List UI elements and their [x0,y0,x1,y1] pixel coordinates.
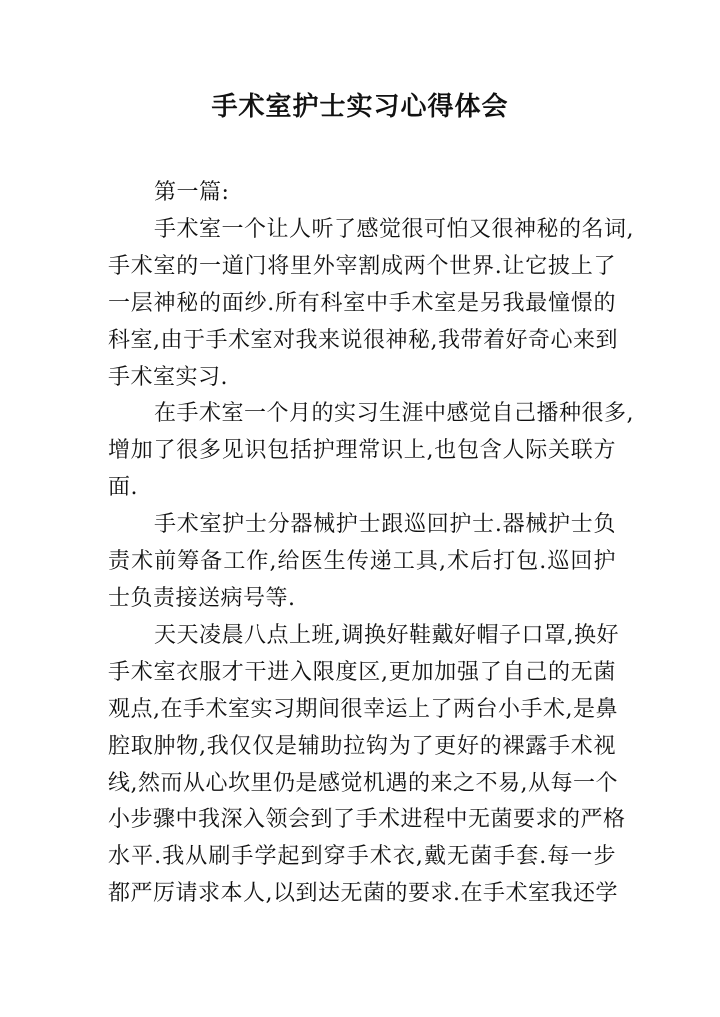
paragraph-line: 手术室实习. [108,364,228,390]
paragraph-line: 责术前筹备工作,给医生传递工具,术后打包.巡回护 [108,549,616,575]
paragraph-line: 一层神秘的面纱.所有科室中手术室是另我最憧憬的 [108,290,616,316]
paragraph-line: 科室,由于手术室对我来说很神秘,我带着好奇心来到 [108,327,618,353]
paragraph-line: 小步骤中我深入领会到了手术进程中无菌要求的严格 [108,807,626,833]
paragraph-line: 线,然而从心坎里仍是感觉机遇的来之不易,从每一个 [108,770,618,796]
paragraph-line: 手术室护士分器械护士跟巡回护士.器械护士负 [154,512,616,538]
paragraph-line: 水平.我从刷手学起到穿手术衣,戴无菌手套.每一步 [108,844,616,870]
paragraph-line: 天天凌晨八点上班,调换好鞋戴好帽子口罩,换好 [154,622,619,648]
paragraph-line: 面. [108,475,138,501]
paragraph-line: 手术室衣服才干进入限度区,更加加强了自己的无菌 [108,659,616,685]
paragraph-line: 腔取肿物,我仅仅是辅助拉钩为了更好的裸露手术视 [108,733,616,759]
paragraph-line: 手术室一个让人听了感觉很可怕又很神秘的名词, [154,216,634,242]
section-heading: 第一篇: [154,180,230,205]
document-title: 手术室护士实习心得体会 [211,92,509,122]
paragraph-line: 都严厉请求本人,以到达无菌的要求.在手术室我还学 [108,881,618,907]
paragraph-line: 增加了很多见识包括护理常识上,也包含人际关联方 [108,438,616,464]
paragraph-line: 手术室的一道门将里外宰割成两个世界.让它披上了 [108,253,616,279]
paragraph-line: 在手术室一个月的实习生涯中感觉自己播种很多, [154,401,634,427]
document-body [108,175,634,913]
paragraph-line: 士负责接送病号等. [108,585,296,611]
paragraph-line: 观点,在手术室实习期间很幸运上了两台小手术,是鼻 [108,696,618,722]
